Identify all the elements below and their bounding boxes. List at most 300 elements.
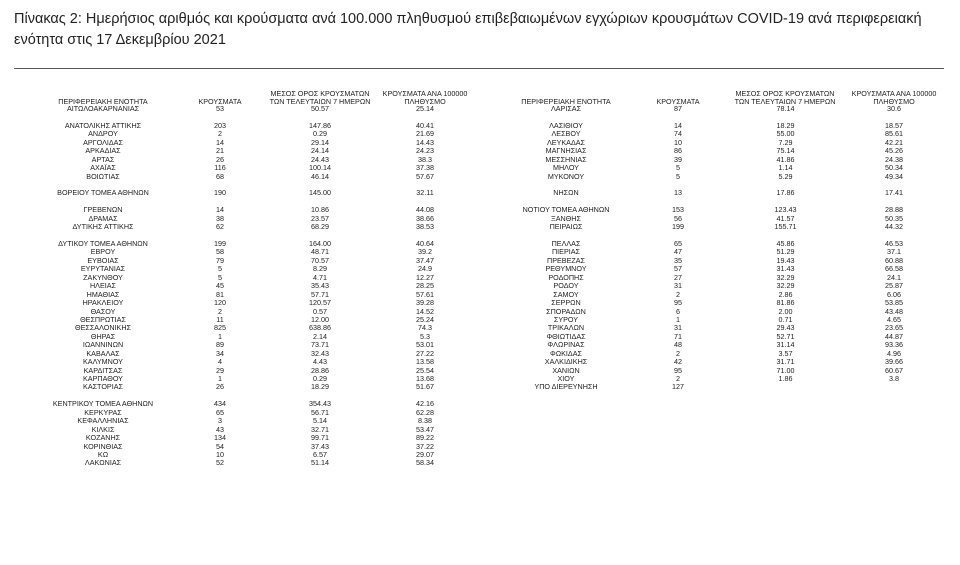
cell-cases: 116 [214,163,226,173]
cell-cases: 65 [216,407,224,417]
cell-avg7: 81.86 [776,298,795,308]
cell-per100k: 39.28 [416,298,434,308]
cell-per100k: 39.66 [885,357,903,367]
cell-region-name: ΠΡΕΒΕΖΑΣ [547,255,585,265]
cell-avg7: 17.86 [776,188,795,198]
header-avg7: ΜΕΣΟΣ ΟΡΟΣ ΚΡΟΥΣΜΑΤΩΝ ΤΩΝ ΤΕΛΕΥΤΑΙΩΝ 7 ΗΜΕΡΩΝ [269,89,371,106]
cell-region-name: ΓΡΕΒΕΝΩΝ [83,205,123,215]
cell-region-name: ΡΟΔΟΠΗΣ [548,272,584,282]
left-table-body [20,105,468,468]
cell-avg7: 31.14 [776,340,795,350]
cell-per100k: 25.14 [416,104,434,113]
cell-per100k: 53.01 [416,340,434,350]
cell-region-name: ΑΡΓΟΛΙΔΑΣ [83,137,123,147]
cell-cases: 21 [216,146,224,156]
cell-avg7: 4.43 [313,357,327,367]
cell-per100k: 57.67 [416,171,434,181]
cell-per100k: 38.66 [416,213,434,223]
cell-per100k: 28.25 [416,281,434,291]
cell-avg7: 0.29 [313,374,327,383]
cell-cases: 10 [216,449,224,459]
cell-per100k: 12.27 [416,272,434,282]
cell-cases: 74 [674,129,682,139]
cell-cases: 71 [674,331,682,341]
cell-cases: 3 [218,416,222,426]
cell-avg7: 48.71 [311,247,329,257]
cell-avg7: 23.57 [311,213,329,223]
cell-cases: 825 [214,323,226,333]
table-row [20,383,468,391]
cell-region-name: ΙΩΑΝΝΙΝΩΝ [82,340,124,350]
cell-region-name: ΚΕΡΚΥΡΑΣ [84,407,122,417]
cell-cases: 10 [674,137,682,147]
cell-avg7: 5.29 [778,171,793,181]
cell-cases: 2 [218,129,222,139]
cell-cases: 1 [218,331,222,341]
cell-cases: 134 [214,433,226,443]
cell-cases: 127 [672,382,684,392]
cell-cases: 47 [674,247,682,257]
cell-avg7: 638.86 [309,323,331,333]
cell-region-name: ΔΥΤΙΚΗΣ ΑΤΤΙΚΗΣ [72,222,134,232]
cell-region-name: ΘΕΣΠΡΩΤΙΑΣ [80,314,126,324]
cell-region-name: ΔΡΑΜΑΣ [88,213,118,223]
cell-avg7: 46.14 [311,171,329,181]
cell-region-name: ΧΑΛΚΙΔΙΚΗΣ [544,357,588,367]
cell-avg7: 145.00 [309,188,331,198]
cell-per100k: 28.88 [885,205,903,215]
right-table-body [488,105,936,392]
cell-region-name: ΕΥΡΥΤΑΝΙΑΣ [80,264,126,274]
table-row [20,156,468,164]
cell-avg7: 45.86 [776,239,795,248]
cell-region-name: ΒΟΙΩΤΙΑΣ [86,171,120,181]
cell-region-name: ΑΝΑΤΟΛΙΚΗΣ ΑΤΤΙΚΗΣ [64,120,142,130]
table-row [20,274,468,282]
cell-avg7: 18.29 [311,382,329,392]
cell-cases: 1 [218,374,222,383]
cell-cases: 120 [214,298,226,308]
cell-cases: 42 [674,357,682,367]
page-title: Πίνακας 2: Ημερήσιος αριθμός και κρούσματα ανά 100.000 πληθυσμού επιβεβαιωμένων εγχώριων κρουσμάτων COVID-19 ανά περιφερειακή ενότητα στις 17 Δεκεμβρίου 2021 [14,11,922,48]
cell-region-name: ΗΜΑΘΙΑΣ [86,289,120,299]
cell-cases: 58 [216,247,224,257]
cell-avg7: 71.00 [776,365,795,375]
cell-per100k: 23.65 [885,323,903,333]
cell-region-name: ΤΡΙΚΑΛΩΝ [547,323,585,333]
cell-per100k: 57.61 [416,289,434,299]
table-row [20,240,468,248]
cell-avg7: 29.14 [311,137,329,147]
cell-cases: 57 [674,264,682,274]
cell-per100k: 24.9 [418,264,432,274]
cell-region-name: ΛΑΡΙΣΑΣ [550,104,582,113]
cell-avg7: 78.14 [776,104,795,113]
cell-avg7: 32.71 [311,424,329,434]
cell-per100k: 24.1 [887,272,901,282]
cell-per100k: 32.11 [416,188,434,198]
cell-avg7: 51.29 [776,247,795,257]
cell-per100k: 37.1 [887,247,901,257]
cell-per100k: 21.69 [416,129,434,139]
table-row [488,367,936,375]
cell-cases: 95 [674,298,682,308]
cell-avg7: 2.86 [778,289,793,299]
cell-avg7: 28.86 [311,365,329,375]
cell-per100k: 49.34 [885,171,903,181]
right-table [488,84,936,392]
cell-cases: 62 [216,222,224,232]
cell-cases: 68 [216,171,224,181]
cell-per100k: 25.87 [885,281,903,291]
cell-cases: 199 [214,239,226,248]
cell-region-name: ΑΝΔΡΟΥ [88,129,118,139]
cell-per100k: 53.85 [885,298,903,308]
cell-region-name: ΚΙΛΚΙΣ [91,424,115,434]
table-row [20,299,468,307]
cell-avg7: 1.14 [778,163,793,173]
cell-region-name: ΕΥΒΟΙΑΣ [87,255,119,265]
cell-cases: 52 [216,458,224,468]
cell-cases: 86 [674,146,682,156]
cell-region-name: ΑΡΤΑΣ [91,154,115,164]
cell-per100k: 5.3 [420,331,430,341]
cell-region-name: ΗΛΕΙΑΣ [89,281,117,291]
cell-per100k: 24.23 [416,146,434,156]
header-name: ΠΕΡΙΦΕΡΕΙΑΚΗ ΕΝΟΤΗΤΑ [58,96,148,106]
cell-region-name: ΦΘΙΩΤΙΔΑΣ [546,331,586,341]
cell-per100k: 17.41 [885,188,903,198]
cell-avg7: 35.43 [311,281,329,291]
cell-region-name: ΑΡΚΑΔΙΑΣ [85,146,121,156]
cell-avg7: 31.71 [776,357,795,367]
cell-region-name: ΕΒΡΟΥ [90,247,116,257]
cell-avg7: 32.29 [776,281,795,291]
cell-region-name: ΚΟΡΙΝΘΙΑΣ [83,441,123,451]
cell-region-name: ΝΗΣΩΝ [553,188,579,198]
cell-per100k: 42.21 [885,137,903,147]
table-row [20,173,468,181]
table-row [20,223,468,231]
cell-avg7: 8.29 [313,264,327,274]
table-row [488,173,936,181]
cell-per100k: 38.3 [418,154,432,164]
cell-avg7: 0.71 [778,314,793,324]
cell-region-name: ΣΕΡΡΩΝ [551,298,581,308]
cell-cases: 89 [216,340,224,350]
cell-per100k: 44.08 [416,205,434,215]
cell-per100k: 37.38 [416,163,434,173]
cell-cases: 13 [674,188,682,198]
cell-per100k: 13.68 [416,374,434,383]
cell-per100k: 66.58 [885,264,903,274]
cell-cases: 199 [672,222,684,232]
cell-avg7: 4.71 [313,272,327,282]
cell-avg7: 24.43 [311,154,329,164]
cell-per100k: 37.47 [416,255,434,265]
cell-per100k: 3.8 [889,374,899,383]
cell-per100k: 53.47 [416,424,434,434]
cell-avg7: 6.57 [313,449,327,459]
cell-per100k: 8.38 [418,416,432,426]
table-row [20,459,468,467]
table-row [488,383,936,391]
cell-avg7: 31.43 [776,264,795,274]
cell-cases: 81 [216,289,224,299]
cell-cases: 4 [218,357,222,367]
cell-cases: 34 [216,348,224,358]
header-name: ΠΕΡΙΦΕΡΕΙΑΚΗ ΕΝΟΤΗΤΑ [521,96,611,106]
cell-avg7: 18.29 [776,120,795,130]
cell-region-name: ΚΕΝΤΡΙΚΟΥ ΤΟΜΕΑ ΑΘΗΝΩΝ [52,399,154,409]
cell-cases: 26 [216,154,224,164]
cell-cases: 2 [676,374,680,383]
cell-cases: 95 [674,365,682,375]
right-table-header [488,84,936,105]
cell-per100k: 6.06 [887,289,901,299]
cell-region-name: ΜΕΣΣΗΝΙΑΣ [545,154,587,164]
table-row [20,206,468,214]
cell-region-name: ΦΩΚΙΔΑΣ [550,348,582,358]
table-row [20,147,468,155]
cell-cases: 5 [676,163,680,173]
cell-region-name: ΧΙΟΥ [557,374,575,383]
cell-per100k: 58.34 [416,458,434,468]
cell-avg7: 10.86 [311,205,329,215]
cell-cases: 203 [214,120,226,130]
cell-region-name: ΞΑΝΘΗΣ [551,213,581,223]
cell-avg7: 7.29 [778,137,793,147]
cell-avg7: 3.57 [778,348,793,358]
cell-per100k: 14.52 [416,306,434,316]
cell-per100k: 4.96 [887,348,901,358]
cell-avg7: 147.86 [309,120,331,130]
table-row [488,189,936,197]
cell-cases: 14 [216,205,224,215]
table-row [20,443,468,451]
cell-per100k: 30.6 [887,104,901,113]
cell-cases: 14 [674,120,682,130]
cell-per100k: 25.54 [416,365,434,375]
cell-avg7: 120.57 [309,298,331,308]
cell-region-name: ΚΑΡΔΙΤΣΑΣ [83,365,123,375]
cell-cases: 6 [676,306,680,316]
table-row [20,417,468,425]
cell-avg7: 68.29 [311,222,329,232]
cell-avg7: 2.00 [778,306,793,316]
cell-avg7: 0.57 [313,306,327,316]
cell-avg7: 19.43 [776,255,795,265]
cell-cases: 65 [674,239,682,248]
cell-cases: 53 [216,104,224,113]
cell-region-name: ΚΑΒΑΛΑΣ [86,348,120,358]
cell-avg7: 100.14 [309,163,331,173]
table-row [20,189,468,197]
cell-avg7: 24.14 [311,146,329,156]
cell-per100k: 13.58 [416,357,434,367]
cell-per100k: 44.87 [885,331,903,341]
cell-region-name: ΚΕΦΑΛΛΗΝΙΑΣ [77,416,129,426]
cell-cases: 43 [216,424,224,434]
cell-cases: 56 [674,213,682,223]
cell-cases: 14 [216,137,224,147]
cell-per100k: 50.34 [885,163,903,173]
cell-avg7: 5.14 [313,416,327,426]
cell-cases: 87 [674,104,682,113]
cell-cases: 27 [674,272,682,282]
cell-cases: 38 [216,213,224,223]
table-row [488,223,936,231]
cell-per100k: 93.36 [885,340,903,350]
cell-avg7: 29.43 [776,323,795,333]
cell-per100k: 60.88 [885,255,903,265]
cell-avg7: 51.14 [311,458,329,468]
cell-region-name: ΣΥΡΟΥ [553,314,579,324]
cell-region-name: ΛΑΚΩΝΙΑΣ [84,458,122,468]
cell-cases: 5 [676,171,680,181]
cell-avg7: 55.00 [776,129,795,139]
cell-per100k: 50.35 [885,213,903,223]
cell-avg7: 32.29 [776,272,795,282]
cell-avg7: 164.00 [309,239,331,248]
cell-per100k: 27.22 [416,348,434,358]
table-row [488,105,936,113]
cell-cases: 35 [674,255,682,265]
header-avg7: ΜΕΣΟΣ ΟΡΟΣ ΚΡΟΥΣΜΑΤΩΝ ΤΩΝ ΤΕΛΕΥΤΑΙΩΝ 7 ΗΜΕΡΩΝ [734,89,836,106]
cell-region-name: ΔΥΤΙΚΟΥ ΤΟΜΕΑ ΑΘΗΝΩΝ [58,239,148,248]
cell-region-name: ΠΕΛΛΑΣ [551,239,581,248]
cell-region-name: ΚΑΡΠΑΘΟΥ [83,374,123,383]
cell-cases: 54 [216,441,224,451]
cell-per100k: 40.41 [416,120,434,130]
table-row [20,324,468,332]
cell-region-name: ΠΕΙΡΑΙΩΣ [549,222,583,232]
cell-cases: 5 [218,264,222,274]
cell-region-name: ΛΕΣΒΟΥ [551,129,581,139]
cell-region-name: ΜΗΛΟΥ [553,163,579,173]
header-cases: ΚΡΟΥΣΜΑΤΑ [656,96,700,106]
cell-region-name: ΚΑΛΥΜΝΟΥ [83,357,123,367]
cell-per100k: 39.2 [418,247,432,257]
cell-cases: 2 [676,348,680,358]
cell-cases: 5 [218,272,222,282]
cell-region-name: ΣΑΜΟΥ [553,289,579,299]
cell-region-name: ΑΙΤΩΛΟΑΚΑΡΝΑΝΙΑΣ [66,104,140,113]
left-table-header [20,84,468,105]
cell-per100k: 44.32 [885,222,903,232]
cell-per100k: 29.07 [416,449,434,459]
cell-per100k: 46.53 [885,239,903,248]
cell-cases: 79 [216,255,224,265]
cell-region-name: ΛΑΣΙΘΙΟΥ [549,120,583,130]
cell-region-name: ΧΑΝΙΩΝ [552,365,580,375]
cell-cases: 190 [214,188,226,198]
cell-avg7: 2.14 [313,331,327,341]
header-per100k: ΚΡΟΥΣΜΑΤΑ ΑΝΑ 100000 ΠΛΗΘΥΣΜΟ [851,89,937,106]
cell-cases: 48 [674,340,682,350]
cell-region-name: ΘΕΣΣΑΛΟΝΙΚΗΣ [75,323,131,333]
cell-per100k: 74.3 [418,323,432,333]
cell-region-name: ΘΗΡΑΣ [90,331,116,341]
cell-avg7: 123.43 [774,205,797,215]
cell-region-name: ΑΧΑΪΑΣ [90,163,116,173]
cell-cases: 31 [674,281,682,291]
cell-per100k: 37.22 [416,441,434,451]
cell-region-name: ΚΟΖΑΝΗΣ [85,433,121,443]
cell-per100k: 43.48 [885,306,903,316]
cell-cases: 39 [674,154,682,164]
table-row [20,105,468,113]
cell-region-name: ΘΑΣΟΥ [90,306,116,316]
cell-cases: 11 [216,314,224,324]
cell-avg7: 99.71 [311,433,329,443]
cell-per100k: 24.38 [885,154,903,164]
cell-region-name: ΥΠΟ ΔΙΕΡΕΥΝΗΣΗ [534,382,598,392]
cell-avg7: 73.71 [311,340,329,350]
header-cases: ΚΡΟΥΣΜΑΤΑ [198,96,242,106]
cell-region-name: ΜΥΚΟΝΟΥ [547,171,585,181]
cell-per100k: 85.61 [885,129,903,139]
cell-avg7: 75.14 [776,146,795,156]
cell-avg7: 1.86 [778,374,793,383]
cell-per100k: 4.65 [887,314,901,324]
cell-avg7: 41.86 [776,154,795,164]
cell-region-name: ΡΕΘΥΜΝΟΥ [545,264,587,274]
cell-cases: 2 [676,289,680,299]
cell-region-name: ΛΕΥΚΑΔΑΣ [546,137,585,147]
cell-per100k: 25.24 [416,314,434,324]
cell-cases: 434 [214,399,226,409]
cell-avg7: 0.29 [313,129,327,139]
cell-avg7: 52.71 [776,331,795,341]
cell-region-name: ΚΩ [97,449,109,459]
cell-region-name: ΠΙΕΡΙΑΣ [551,247,580,257]
header-per100k: ΚΡΟΥΣΜΑΤΑ ΑΝΑ 100000 ΠΛΗΘΥΣΜΟ [382,89,468,106]
cell-cases: 2 [218,306,222,316]
cell-avg7: 70.57 [311,255,329,265]
cell-avg7: 56.71 [311,407,329,417]
cell-per100k: 18.57 [885,120,903,130]
cell-per100k: 89.22 [416,433,434,443]
cell-avg7: 32.43 [311,348,329,358]
cell-region-name: ΣΠΟΡΑΔΩΝ [546,306,586,316]
cell-cases: 26 [216,382,224,392]
cell-per100k: 60.67 [885,365,903,375]
cell-per100k: 40.64 [416,239,434,248]
cell-avg7: 37.43 [311,441,329,451]
cell-region-name: ΜΑΓΝΗΣΙΑΣ [545,146,587,156]
cell-avg7: 50.57 [311,104,329,113]
cell-region-name: ΚΑΣΤΟΡΙΑΣ [83,382,123,392]
cell-avg7: 155.71 [774,222,797,232]
cell-avg7: 354.43 [309,399,331,409]
cell-per100k: 38.53 [416,222,434,232]
cell-region-name: ΖΑΚΥΝΘΟΥ [83,272,123,282]
cell-cases: 153 [672,205,684,215]
cell-avg7: 57.71 [311,289,329,299]
cell-per100k: 14.43 [416,137,434,147]
cell-region-name: ΒΟΡΕΙΟΥ ΤΟΜΕΑ ΑΘΗΝΩΝ [57,188,149,198]
cell-region-name: ΗΡΑΚΛΕΙΟΥ [82,298,124,308]
cell-per100k: 51.67 [416,382,434,392]
title-divider [14,68,944,69]
cell-per100k: 62.28 [416,407,434,417]
cell-per100k: 45.26 [885,146,903,156]
cell-avg7: 41.57 [776,213,795,223]
cell-avg7: 12.00 [311,314,329,324]
cell-per100k: 42.16 [416,399,434,409]
cell-region-name: ΝΟΤΙΟΥ ΤΟΜΕΑ ΑΘΗΝΩΝ [522,205,610,215]
